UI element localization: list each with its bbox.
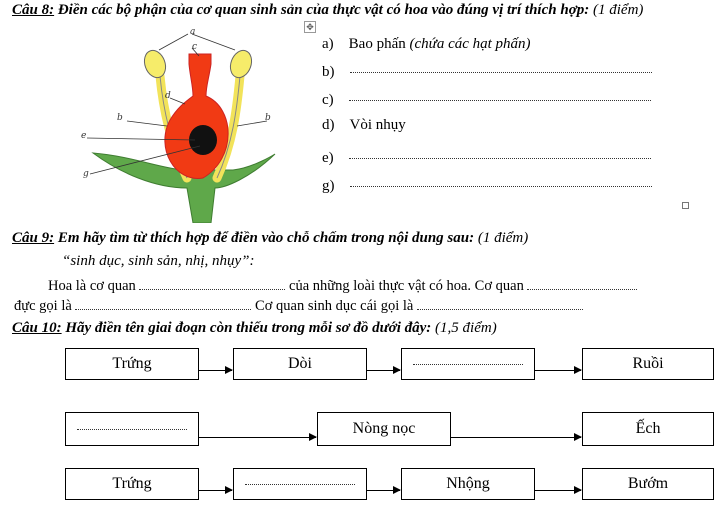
row3-box-4: Bướm <box>582 468 714 500</box>
label-d: d <box>165 91 171 101</box>
q9-points: (1 điểm) <box>477 230 529 246</box>
q10-number: Câu 10: <box>12 320 62 336</box>
q9-heading <box>12 230 528 247</box>
q8-option-g[interactable]: g) <box>322 178 652 195</box>
row3-box-1: Trứng <box>65 468 199 500</box>
row3-arrow-2 <box>367 490 400 491</box>
q9-blank-1[interactable] <box>139 289 285 290</box>
q8-number: Câu 8: <box>12 2 55 18</box>
label-c: c <box>192 42 198 52</box>
q10-points: (1,5 điểm) <box>435 320 497 336</box>
q10-text: Hãy điền tên giai đoạn còn thiếu trong mỗi sơ đồ dưới đây: <box>61 320 432 336</box>
q8-option-e[interactable]: e) <box>322 150 651 167</box>
q8-heading <box>12 2 643 19</box>
right-anther <box>227 47 255 80</box>
q8-option-d: d) Vòi nhụy <box>322 117 406 133</box>
q10-heading <box>12 320 497 337</box>
row1-arrow-3 <box>535 370 581 371</box>
row2-arrow-2 <box>451 437 581 438</box>
small-square-marker <box>682 202 689 209</box>
q8-text: Điền các bộ phận của cơ quan sinh sản của thực vật có hoa vào đúng vị trí thích hợp: <box>54 2 590 18</box>
row1-arrow-2 <box>367 370 400 371</box>
q9-text: Em hãy tìm từ thích hợp để điền vào chỗ chấm trong nội dung sau: <box>54 230 475 246</box>
left-anther <box>141 47 169 80</box>
q9-line-2: đực gọi là Cơ quan sinh dục cái gọi là <box>14 298 583 315</box>
q9-number: Câu 9: <box>12 230 55 246</box>
row3-arrow-1 <box>199 490 232 491</box>
row2-box-2: Nòng nọc <box>317 412 451 446</box>
flower-diagram <box>75 28 290 223</box>
row3-arrow-3 <box>535 490 581 491</box>
q9-blank-3[interactable] <box>75 309 251 310</box>
row1-box-3-blank[interactable] <box>401 348 535 380</box>
label-b-right: b <box>265 113 271 123</box>
row1-box-1: Trứng <box>65 348 199 380</box>
q9-line-1: Hoa là cơ quan của những loài thực vật có hoa. Cơ quan <box>48 278 637 295</box>
row3-box-2-blank[interactable] <box>233 468 367 500</box>
label-a: a <box>190 28 196 37</box>
row3-box-3: Nhộng <box>401 468 535 500</box>
row2-box-1-blank[interactable] <box>65 412 199 446</box>
q9-word-list: “sinh dục, sinh sản, nhị, nhụy”: <box>62 253 255 269</box>
row1-box-2: Dòi <box>233 348 367 380</box>
q9-blank-2[interactable] <box>527 289 637 290</box>
q9-blank-4[interactable] <box>417 309 583 310</box>
move-handle-icon[interactable]: ✥ <box>304 21 316 33</box>
pistil <box>165 54 228 178</box>
row1-arrow-1 <box>199 370 232 371</box>
label-b-left: b <box>117 113 123 123</box>
q8-option-c[interactable]: c) <box>322 92 651 109</box>
label-e: e <box>81 131 87 141</box>
q8-option-a: a) Bao phấn (chứa các hạt phấn) <box>322 36 531 52</box>
row2-arrow-1 <box>199 437 316 438</box>
label-g: g <box>83 169 89 179</box>
row1-box-4: Ruồi <box>582 348 714 380</box>
row2-box-3: Ếch <box>582 412 714 446</box>
q8-points: (1 điểm) <box>593 2 644 18</box>
q8-option-b[interactable]: b) <box>322 64 652 81</box>
